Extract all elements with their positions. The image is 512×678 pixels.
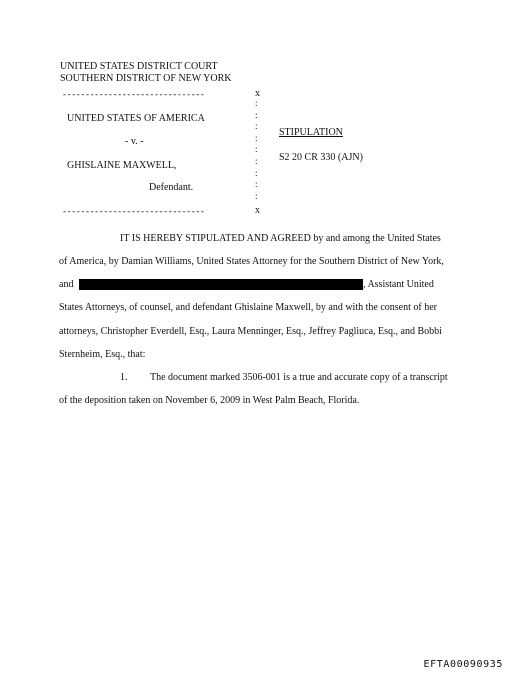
caption-divider-top: -------------------------------	[63, 89, 206, 99]
caption-colon-column	[255, 98, 263, 202]
court-name-line2: SOUTHERN DISTRICT OF NEW YORK	[60, 73, 232, 84]
caption-divider-top-x: x	[255, 88, 260, 99]
defendant-label: Defendant.	[149, 182, 194, 193]
caption-colon: :	[255, 121, 258, 132]
stipulation-paragraph-line3-start: and	[59, 279, 74, 290]
defendant-name: GHISLAINE MAXWELL,	[67, 160, 177, 171]
document-type-title: STIPULATION	[279, 127, 343, 138]
stipulation-paragraph-line4: States Attorneys, of counsel, and defendant Ghislaine Maxwell, by and with the consent of her	[59, 302, 437, 313]
caption-divider-bottom-x: x	[255, 205, 260, 216]
caption-colon: :	[255, 109, 258, 120]
caption-colon: :	[255, 179, 258, 190]
caption-divider-bottom: -------------------------------	[63, 206, 206, 216]
caption-colon: :	[255, 167, 258, 178]
case-number: S2 20 CR 330 (AJN)	[279, 152, 363, 163]
caption-colon: :	[255, 132, 258, 143]
plaintiff-name: UNITED STATES OF AMERICA	[67, 113, 205, 124]
caption-colon: :	[255, 98, 258, 108]
item-1-number: 1.	[120, 372, 128, 383]
document-id-stamp: EFTA00090935	[423, 659, 503, 670]
caption-colon: :	[255, 190, 258, 201]
versus-label: - v. -	[125, 136, 144, 147]
item-1-line2: of the deposition taken on November 6, 2009 in West Palm Beach, Florida.	[59, 395, 360, 406]
court-name-line1: UNITED STATES DISTRICT COURT	[60, 61, 218, 72]
item-1-line1: The document marked 3506-001 is a true and accurate copy of a transcript	[150, 372, 448, 383]
caption-colon: :	[255, 155, 258, 166]
redaction-bar	[79, 279, 363, 290]
stipulation-paragraph-line6: Sternheim, Esq., that:	[59, 349, 146, 360]
stipulation-paragraph-line2: of America, by Damian Williams, United States Attorney for the Southern District of New York,	[59, 256, 444, 267]
stipulation-paragraph-line3-end: , Assistant United	[363, 279, 434, 290]
stipulation-paragraph-line5: attorneys, Christopher Everdell, Esq., Laura Menninger, Esq., Jeffrey Pagliuca, Esq., and Bobbi	[59, 326, 442, 337]
caption-colon: :	[255, 144, 258, 155]
stipulation-paragraph-line1: IT IS HEREBY STIPULATED AND AGREED by and among the United States	[120, 233, 441, 244]
